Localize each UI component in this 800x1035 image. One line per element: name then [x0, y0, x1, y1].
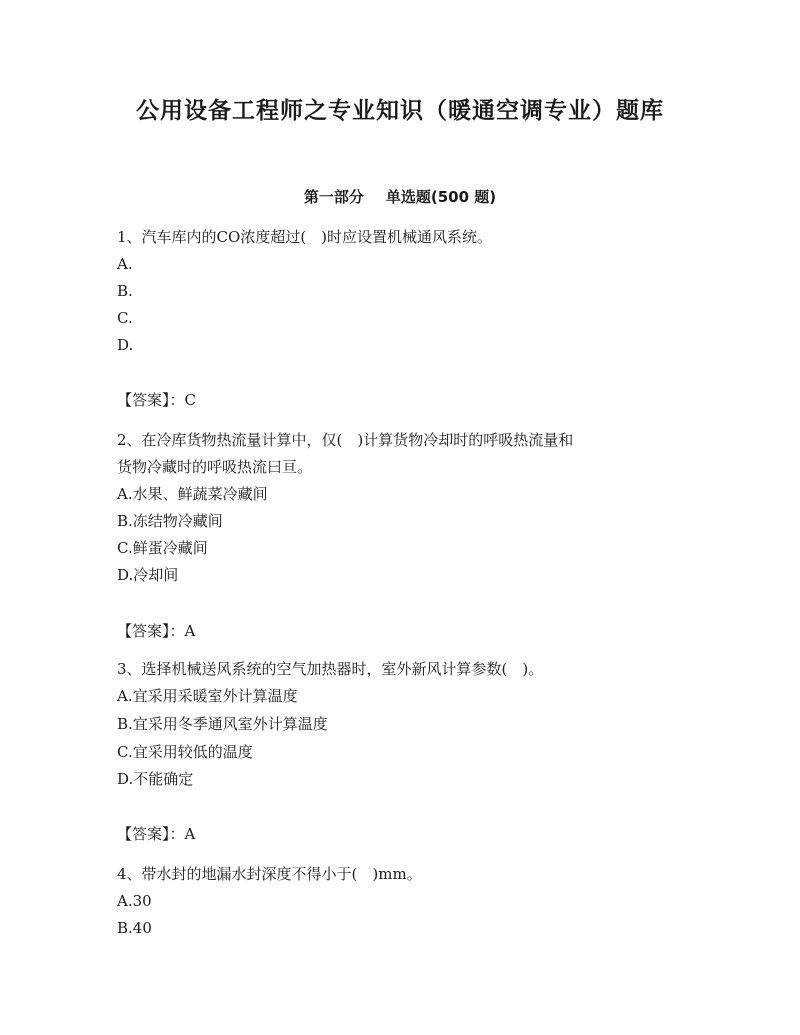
answer-label: 【答案】： [117, 391, 185, 409]
question-3-option-a: A.宜采用采暖室外计算温度 [117, 687, 298, 705]
question-2-option-a: A.水果、鲜蔬菜冷藏间 [117, 485, 268, 503]
question-3-option-c: C.宜采用较低的温度 [117, 743, 253, 761]
section-heading [0, 186, 800, 207]
answer-label: 【答案】： [117, 622, 185, 640]
question-4-stem: 4、带水封的地漏水封深度不得小于( )mm。 [117, 865, 422, 883]
question-2-option-c: C.鲜蛋冷藏间 [117, 539, 208, 557]
document-title: 公用设备工程师之专业知识（暖通空调专业）题库 [136, 98, 664, 124]
section-name: 单选题(500 题) [385, 188, 497, 206]
answer-value: A [184, 825, 196, 843]
question-1-stem: 1、汽车库内的CO浓度超过( )时应设置机械通风系统。 [117, 228, 493, 246]
question-2-option-b: B.冻结物冷藏间 [117, 512, 223, 530]
question-1-option-d: D. [117, 336, 134, 354]
question-3-stem: 3、选择机械送风系统的空气加热器时，室外新风计算参数( )。 [117, 660, 544, 678]
question-3-answer [117, 824, 195, 844]
question-4-option-a: A.30 [117, 892, 152, 910]
question-3-option-b: B.宜采用冬季通风室外计算温度 [117, 715, 328, 733]
question-2-answer [117, 621, 195, 641]
question-3-option-d: D.不能确定 [117, 770, 194, 788]
answer-value: C [184, 391, 196, 409]
question-1-option-c: C. [117, 309, 133, 327]
answer-label: 【答案】： [117, 825, 185, 843]
answer-value: A [184, 622, 196, 640]
question-2-option-d: D.冷却间 [117, 566, 179, 584]
question-1-answer [117, 390, 196, 410]
section-part: 第一部分 [303, 188, 364, 206]
question-4-option-b: B.40 [117, 919, 152, 937]
question-1-option-a: A. [117, 255, 133, 273]
question-2-stem: 2、在冷库货物热流量计算中，仅( )计算货物冷却时的呼吸热流量和 [117, 431, 574, 449]
question-1-option-b: B. [117, 282, 133, 300]
question-2-stem-continued: 货物冷藏时的呼吸热流曰亘。 [117, 458, 313, 476]
